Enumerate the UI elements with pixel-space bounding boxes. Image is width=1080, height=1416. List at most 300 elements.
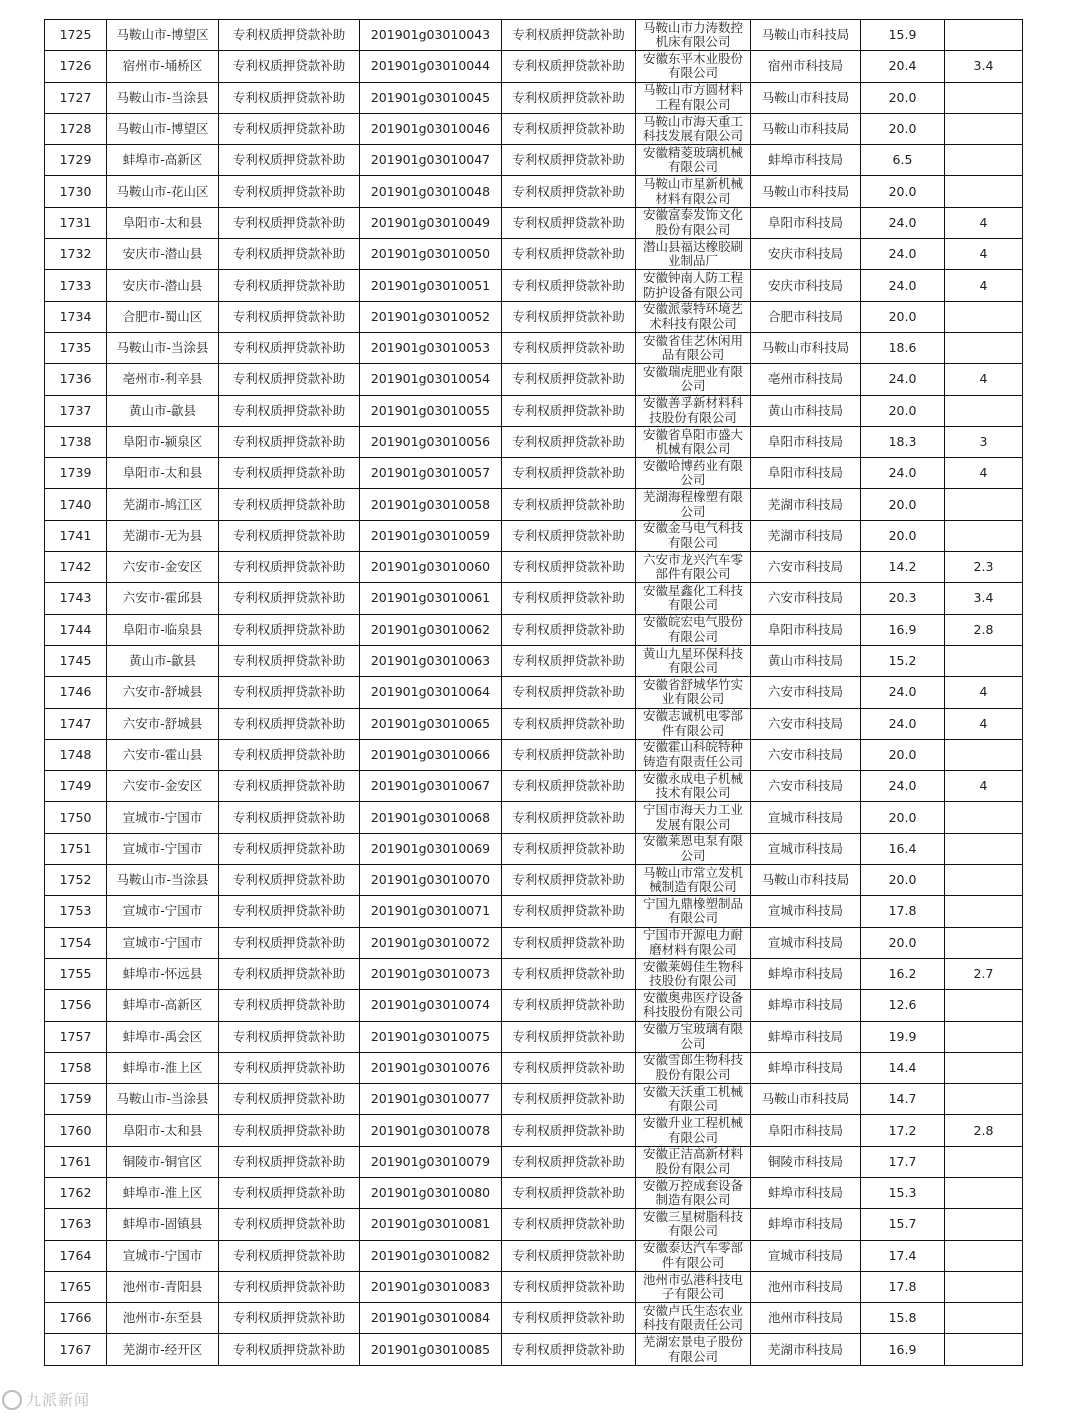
company-name-cell: 池州市弘港科技电子有限公司 xyxy=(636,1271,751,1302)
note-cell xyxy=(945,20,1023,51)
row-number-cell: 1730 xyxy=(45,176,107,207)
table-row xyxy=(45,1240,1023,1271)
category-cell: 专利权质押贷款补助 xyxy=(219,82,360,113)
region-cell: 马鞍山市-博望区 xyxy=(107,20,219,51)
project-name-cell: 专利权质押贷款补助 xyxy=(502,207,636,238)
project-name-cell: 专利权质押贷款补助 xyxy=(502,332,636,363)
row-number-cell: 1767 xyxy=(45,1334,107,1365)
project-code-cell: 201901g03010062 xyxy=(360,614,502,645)
region-cell: 宣城市-宁国市 xyxy=(107,927,219,958)
row-number-cell: 1744 xyxy=(45,614,107,645)
amount-cell: 20.3 xyxy=(861,583,945,614)
project-name-cell: 专利权质押贷款补助 xyxy=(502,20,636,51)
table-row xyxy=(45,833,1023,864)
amount-cell: 20.0 xyxy=(861,395,945,426)
category-cell: 专利权质押贷款补助 xyxy=(219,552,360,583)
region-cell: 马鞍山市-博望区 xyxy=(107,113,219,144)
table-row xyxy=(45,239,1023,270)
amount-cell: 16.9 xyxy=(861,1334,945,1365)
project-code-cell: 201901g03010051 xyxy=(360,270,502,301)
table-row xyxy=(45,489,1023,520)
region-cell: 安庆市-潜山县 xyxy=(107,239,219,270)
table-row xyxy=(45,426,1023,457)
amount-cell: 20.0 xyxy=(861,301,945,332)
region-cell: 亳州市-利辛县 xyxy=(107,364,219,395)
note-cell: 3.4 xyxy=(945,583,1023,614)
note-cell: 4 xyxy=(945,771,1023,802)
note-cell: 4 xyxy=(945,708,1023,739)
row-number-cell: 1740 xyxy=(45,489,107,520)
table-row xyxy=(45,1084,1023,1115)
project-code-cell: 201901g03010078 xyxy=(360,1115,502,1146)
category-cell: 专利权质押贷款补助 xyxy=(219,51,360,82)
company-name-cell: 马鞍山市海天重工科技发展有限公司 xyxy=(636,113,751,144)
row-number-cell: 1760 xyxy=(45,1115,107,1146)
company-name-cell: 安徽派蒙特环境艺术科技有限公司 xyxy=(636,301,751,332)
region-cell: 宣城市-宁国市 xyxy=(107,1240,219,1271)
recommender-cell: 宣城市科技局 xyxy=(751,927,861,958)
category-cell: 专利权质押贷款补助 xyxy=(219,207,360,238)
note-cell xyxy=(945,301,1023,332)
amount-cell: 24.0 xyxy=(861,270,945,301)
row-number-cell: 1753 xyxy=(45,896,107,927)
row-number-cell: 1747 xyxy=(45,708,107,739)
note-cell xyxy=(945,176,1023,207)
row-number-cell: 1746 xyxy=(45,677,107,708)
table-row xyxy=(45,1303,1023,1334)
company-name-cell: 安徽雪郎生物科技股份有限公司 xyxy=(636,1052,751,1083)
category-cell: 专利权质押贷款补助 xyxy=(219,614,360,645)
row-number-cell: 1735 xyxy=(45,332,107,363)
table-row xyxy=(45,1177,1023,1208)
note-cell xyxy=(945,1303,1023,1334)
project-name-cell: 专利权质押贷款补助 xyxy=(502,1115,636,1146)
company-name-cell: 芜湖宏景电子股份有限公司 xyxy=(636,1334,751,1365)
company-name-cell: 安徽天沃重工机械有限公司 xyxy=(636,1084,751,1115)
watermark-text: 九派新闻 xyxy=(26,1390,91,1409)
table-row xyxy=(45,364,1023,395)
project-name-cell: 专利权质押贷款补助 xyxy=(502,1146,636,1177)
project-name-cell: 专利权质押贷款补助 xyxy=(502,426,636,457)
row-number-cell: 1741 xyxy=(45,520,107,551)
company-name-cell: 安徽善孚新材料科技股份有限公司 xyxy=(636,395,751,426)
company-name-cell: 安徽省佳艺休闲用品有限公司 xyxy=(636,332,751,363)
amount-cell: 17.4 xyxy=(861,1240,945,1271)
table-row xyxy=(45,1334,1023,1365)
table-row xyxy=(45,332,1023,363)
row-number-cell: 1739 xyxy=(45,458,107,489)
category-cell: 专利权质押贷款补助 xyxy=(219,865,360,896)
project-name-cell: 专利权质押贷款补助 xyxy=(502,270,636,301)
row-number-cell: 1758 xyxy=(45,1052,107,1083)
region-cell: 芜湖市-无为县 xyxy=(107,520,219,551)
recommender-cell: 六安市科技局 xyxy=(751,552,861,583)
note-cell xyxy=(945,1209,1023,1240)
amount-cell: 20.0 xyxy=(861,489,945,520)
project-name-cell: 专利权质押贷款补助 xyxy=(502,552,636,583)
recommender-cell: 安庆市科技局 xyxy=(751,270,861,301)
region-cell: 马鞍山市-花山区 xyxy=(107,176,219,207)
recommender-cell: 铜陵市科技局 xyxy=(751,1146,861,1177)
company-name-cell: 黄山九星环保科技有限公司 xyxy=(636,645,751,676)
category-cell: 专利权质押贷款补助 xyxy=(219,833,360,864)
note-cell xyxy=(945,1271,1023,1302)
recommender-cell: 宣城市科技局 xyxy=(751,802,861,833)
category-cell: 专利权质押贷款补助 xyxy=(219,927,360,958)
recommender-cell: 安庆市科技局 xyxy=(751,239,861,270)
row-number-cell: 1729 xyxy=(45,145,107,176)
category-cell: 专利权质押贷款补助 xyxy=(219,1209,360,1240)
region-cell: 芜湖市-经开区 xyxy=(107,1334,219,1365)
table-row xyxy=(45,113,1023,144)
project-name-cell: 专利权质押贷款补助 xyxy=(502,145,636,176)
project-name-cell: 专利权质押贷款补助 xyxy=(502,113,636,144)
company-name-cell: 安徽星鑫化工科技有限公司 xyxy=(636,583,751,614)
project-code-cell: 201901g03010076 xyxy=(360,1052,502,1083)
subsidy-table xyxy=(44,19,1023,1366)
row-number-cell: 1754 xyxy=(45,927,107,958)
project-code-cell: 201901g03010044 xyxy=(360,51,502,82)
region-cell: 芜湖市-鸠江区 xyxy=(107,489,219,520)
category-cell: 专利权质押贷款补助 xyxy=(219,1115,360,1146)
project-code-cell: 201901g03010073 xyxy=(360,958,502,989)
project-code-cell: 201901g03010063 xyxy=(360,645,502,676)
amount-cell: 24.0 xyxy=(861,364,945,395)
recommender-cell: 六安市科技局 xyxy=(751,771,861,802)
company-name-cell: 马鞍山市方圆材料工程有限公司 xyxy=(636,82,751,113)
row-number-cell: 1734 xyxy=(45,301,107,332)
row-number-cell: 1759 xyxy=(45,1084,107,1115)
company-name-cell: 安徽万控成套设备制造有限公司 xyxy=(636,1177,751,1208)
project-name-cell: 专利权质押贷款补助 xyxy=(502,176,636,207)
company-name-cell: 宁国市海天力工业发展有限公司 xyxy=(636,802,751,833)
project-name-cell: 专利权质押贷款补助 xyxy=(502,51,636,82)
project-code-cell: 201901g03010066 xyxy=(360,739,502,770)
category-cell: 专利权质押贷款补助 xyxy=(219,645,360,676)
project-code-cell: 201901g03010083 xyxy=(360,1271,502,1302)
note-cell xyxy=(945,489,1023,520)
amount-cell: 15.7 xyxy=(861,1209,945,1240)
project-code-cell: 201901g03010045 xyxy=(360,82,502,113)
category-cell: 专利权质押贷款补助 xyxy=(219,1084,360,1115)
row-number-cell: 1750 xyxy=(45,802,107,833)
category-cell: 专利权质押贷款补助 xyxy=(219,1303,360,1334)
note-cell xyxy=(945,113,1023,144)
region-cell: 蚌埠市-禹会区 xyxy=(107,1021,219,1052)
amount-cell: 17.7 xyxy=(861,1146,945,1177)
project-name-cell: 专利权质押贷款补助 xyxy=(502,896,636,927)
note-cell xyxy=(945,1334,1023,1365)
row-number-cell: 1736 xyxy=(45,364,107,395)
amount-cell: 15.8 xyxy=(861,1303,945,1334)
row-number-cell: 1761 xyxy=(45,1146,107,1177)
company-name-cell: 安徽莱姆佳生物科技股份有限公司 xyxy=(636,958,751,989)
note-cell: 4 xyxy=(945,207,1023,238)
category-cell: 专利权质押贷款补助 xyxy=(219,489,360,520)
note-cell xyxy=(945,1240,1023,1271)
recommender-cell: 亳州市科技局 xyxy=(751,364,861,395)
recommender-cell: 六安市科技局 xyxy=(751,739,861,770)
company-name-cell: 马鞍山市力涛数控机床有限公司 xyxy=(636,20,751,51)
row-number-cell: 1728 xyxy=(45,113,107,144)
recommender-cell: 蚌埠市科技局 xyxy=(751,1209,861,1240)
amount-cell: 18.6 xyxy=(861,332,945,363)
note-cell xyxy=(945,1146,1023,1177)
company-name-cell: 安徽哈博药业有限公司 xyxy=(636,458,751,489)
amount-cell: 18.3 xyxy=(861,426,945,457)
category-cell: 专利权质押贷款补助 xyxy=(219,458,360,489)
project-code-cell: 201901g03010085 xyxy=(360,1334,502,1365)
amount-cell: 24.0 xyxy=(861,207,945,238)
table-row xyxy=(45,677,1023,708)
amount-cell: 20.0 xyxy=(861,927,945,958)
note-cell xyxy=(945,145,1023,176)
table-row xyxy=(45,145,1023,176)
note-cell xyxy=(945,395,1023,426)
row-number-cell: 1742 xyxy=(45,552,107,583)
recommender-cell: 黄山市科技局 xyxy=(751,645,861,676)
project-code-cell: 201901g03010059 xyxy=(360,520,502,551)
project-name-cell: 专利权质押贷款补助 xyxy=(502,865,636,896)
category-cell: 专利权质押贷款补助 xyxy=(219,802,360,833)
recommender-cell: 六安市科技局 xyxy=(751,708,861,739)
category-cell: 专利权质押贷款补助 xyxy=(219,395,360,426)
recommender-cell: 芜湖市科技局 xyxy=(751,1334,861,1365)
category-cell: 专利权质押贷款补助 xyxy=(219,771,360,802)
company-name-cell: 安徽奥弗医疗设备科技股份有限公司 xyxy=(636,990,751,1021)
table-row xyxy=(45,395,1023,426)
recommender-cell: 蚌埠市科技局 xyxy=(751,990,861,1021)
project-code-cell: 201901g03010081 xyxy=(360,1209,502,1240)
recommender-cell: 宿州市科技局 xyxy=(751,51,861,82)
row-number-cell: 1756 xyxy=(45,990,107,1021)
note-cell: 4 xyxy=(945,239,1023,270)
recommender-cell: 阜阳市科技局 xyxy=(751,614,861,645)
company-name-cell: 安徽精菱玻璃机械有限公司 xyxy=(636,145,751,176)
row-number-cell: 1732 xyxy=(45,239,107,270)
project-name-cell: 专利权质押贷款补助 xyxy=(502,395,636,426)
table-row xyxy=(45,301,1023,332)
region-cell: 阜阳市-临泉县 xyxy=(107,614,219,645)
company-name-cell: 安徽富泰发饰文化股份有限公司 xyxy=(636,207,751,238)
category-cell: 专利权质押贷款补助 xyxy=(219,990,360,1021)
category-cell: 专利权质押贷款补助 xyxy=(219,270,360,301)
company-name-cell: 六安市龙兴汽车零部件有限公司 xyxy=(636,552,751,583)
region-cell: 六安市-霍山县 xyxy=(107,739,219,770)
company-name-cell: 安徽金马电气科技有限公司 xyxy=(636,520,751,551)
category-cell: 专利权质押贷款补助 xyxy=(219,1271,360,1302)
amount-cell: 20.0 xyxy=(861,176,945,207)
company-name-cell: 芜湖海程橡塑有限公司 xyxy=(636,489,751,520)
table-row xyxy=(45,614,1023,645)
note-cell: 4 xyxy=(945,270,1023,301)
recommender-cell: 黄山市科技局 xyxy=(751,395,861,426)
table-row xyxy=(45,1115,1023,1146)
recommender-cell: 阜阳市科技局 xyxy=(751,207,861,238)
note-cell xyxy=(945,802,1023,833)
project-name-cell: 专利权质押贷款补助 xyxy=(502,520,636,551)
amount-cell: 20.0 xyxy=(861,739,945,770)
company-name-cell: 安徽永成电子机械技术有限公司 xyxy=(636,771,751,802)
project-name-cell: 专利权质押贷款补助 xyxy=(502,990,636,1021)
project-name-cell: 专利权质押贷款补助 xyxy=(502,645,636,676)
category-cell: 专利权质押贷款补助 xyxy=(219,708,360,739)
note-cell xyxy=(945,520,1023,551)
project-name-cell: 专利权质押贷款补助 xyxy=(502,489,636,520)
amount-cell: 14.2 xyxy=(861,552,945,583)
note-cell xyxy=(945,82,1023,113)
amount-cell: 20.0 xyxy=(861,520,945,551)
project-code-cell: 201901g03010074 xyxy=(360,990,502,1021)
project-name-cell: 专利权质押贷款补助 xyxy=(502,364,636,395)
recommender-cell: 马鞍山市科技局 xyxy=(751,20,861,51)
region-cell: 铜陵市-铜官区 xyxy=(107,1146,219,1177)
amount-cell: 16.4 xyxy=(861,833,945,864)
company-name-cell: 安徽卢氏生态农业科技有限责任公司 xyxy=(636,1303,751,1334)
row-number-cell: 1748 xyxy=(45,739,107,770)
recommender-cell: 马鞍山市科技局 xyxy=(751,113,861,144)
table-row xyxy=(45,1021,1023,1052)
recommender-cell: 马鞍山市科技局 xyxy=(751,332,861,363)
company-name-cell: 宁国市开源电力耐磨材料有限公司 xyxy=(636,927,751,958)
row-number-cell: 1762 xyxy=(45,1177,107,1208)
region-cell: 六安市-舒城县 xyxy=(107,677,219,708)
region-cell: 黄山市-歙县 xyxy=(107,395,219,426)
region-cell: 安庆市-潜山县 xyxy=(107,270,219,301)
project-code-cell: 201901g03010079 xyxy=(360,1146,502,1177)
project-code-cell: 201901g03010068 xyxy=(360,802,502,833)
amount-cell: 20.0 xyxy=(861,802,945,833)
company-name-cell: 宁国九鼎橡塑制品有限公司 xyxy=(636,896,751,927)
recommender-cell: 马鞍山市科技局 xyxy=(751,82,861,113)
amount-cell: 16.9 xyxy=(861,614,945,645)
project-name-cell: 专利权质押贷款补助 xyxy=(502,1177,636,1208)
table-row xyxy=(45,1052,1023,1083)
company-name-cell: 安徽莱恩电泵有限公司 xyxy=(636,833,751,864)
project-code-cell: 201901g03010077 xyxy=(360,1084,502,1115)
amount-cell: 15.3 xyxy=(861,1177,945,1208)
table-row xyxy=(45,552,1023,583)
category-cell: 专利权质押贷款补助 xyxy=(219,176,360,207)
company-name-cell: 安徽皖宏电气股份有限公司 xyxy=(636,614,751,645)
table-row xyxy=(45,51,1023,82)
project-name-cell: 专利权质押贷款补助 xyxy=(502,833,636,864)
note-cell xyxy=(945,833,1023,864)
project-code-cell: 201901g03010070 xyxy=(360,865,502,896)
project-name-cell: 专利权质押贷款补助 xyxy=(502,739,636,770)
recommender-cell: 六安市科技局 xyxy=(751,583,861,614)
recommender-cell: 蚌埠市科技局 xyxy=(751,145,861,176)
table-row xyxy=(45,739,1023,770)
project-name-cell: 专利权质押贷款补助 xyxy=(502,1271,636,1302)
project-code-cell: 201901g03010048 xyxy=(360,176,502,207)
region-cell: 宣城市-宁国市 xyxy=(107,896,219,927)
category-cell: 专利权质押贷款补助 xyxy=(219,520,360,551)
company-name-cell: 马鞍山市常立发机械制造有限公司 xyxy=(636,865,751,896)
amount-cell: 15.9 xyxy=(861,20,945,51)
category-cell: 专利权质押贷款补助 xyxy=(219,145,360,176)
amount-cell: 17.2 xyxy=(861,1115,945,1146)
row-number-cell: 1743 xyxy=(45,583,107,614)
category-cell: 专利权质押贷款补助 xyxy=(219,896,360,927)
table-row xyxy=(45,1271,1023,1302)
region-cell: 宿州市-埇桥区 xyxy=(107,51,219,82)
amount-cell: 17.8 xyxy=(861,1271,945,1302)
amount-cell: 12.6 xyxy=(861,990,945,1021)
row-number-cell: 1726 xyxy=(45,51,107,82)
project-name-cell: 专利权质押贷款补助 xyxy=(502,1084,636,1115)
note-cell: 2.8 xyxy=(945,1115,1023,1146)
row-number-cell: 1766 xyxy=(45,1303,107,1334)
watermark xyxy=(2,1389,90,1411)
company-name-cell: 潜山县福达橡胶刷业制品厂 xyxy=(636,239,751,270)
recommender-cell: 马鞍山市科技局 xyxy=(751,176,861,207)
note-cell: 2.3 xyxy=(945,552,1023,583)
amount-cell: 16.2 xyxy=(861,958,945,989)
table-row xyxy=(45,520,1023,551)
note-cell xyxy=(945,1084,1023,1115)
project-code-cell: 201901g03010060 xyxy=(360,552,502,583)
category-cell: 专利权质押贷款补助 xyxy=(219,958,360,989)
region-cell: 阜阳市-太和县 xyxy=(107,1115,219,1146)
recommender-cell: 阜阳市科技局 xyxy=(751,1115,861,1146)
category-cell: 专利权质押贷款补助 xyxy=(219,677,360,708)
region-cell: 阜阳市-太和县 xyxy=(107,207,219,238)
recommender-cell: 芜湖市科技局 xyxy=(751,489,861,520)
table-row xyxy=(45,82,1023,113)
project-code-cell: 201901g03010075 xyxy=(360,1021,502,1052)
note-cell: 3.4 xyxy=(945,51,1023,82)
region-cell: 马鞍山市-当涂县 xyxy=(107,1084,219,1115)
table-row xyxy=(45,802,1023,833)
project-code-cell: 201901g03010069 xyxy=(360,833,502,864)
row-number-cell: 1737 xyxy=(45,395,107,426)
project-code-cell: 201901g03010056 xyxy=(360,426,502,457)
recommender-cell: 马鞍山市科技局 xyxy=(751,1084,861,1115)
project-code-cell: 201901g03010082 xyxy=(360,1240,502,1271)
amount-cell: 20.4 xyxy=(861,51,945,82)
amount-cell: 19.9 xyxy=(861,1021,945,1052)
table-body xyxy=(45,20,1023,1366)
note-cell: 4 xyxy=(945,677,1023,708)
project-name-cell: 专利权质押贷款补助 xyxy=(502,958,636,989)
region-cell: 宣城市-宁国市 xyxy=(107,802,219,833)
project-name-cell: 专利权质押贷款补助 xyxy=(502,458,636,489)
category-cell: 专利权质押贷款补助 xyxy=(219,426,360,457)
project-code-cell: 201901g03010084 xyxy=(360,1303,502,1334)
note-cell xyxy=(945,927,1023,958)
project-code-cell: 201901g03010053 xyxy=(360,332,502,363)
recommender-cell: 池州市科技局 xyxy=(751,1303,861,1334)
row-number-cell: 1731 xyxy=(45,207,107,238)
region-cell: 阜阳市-颍泉区 xyxy=(107,426,219,457)
category-cell: 专利权质押贷款补助 xyxy=(219,1334,360,1365)
project-code-cell: 201901g03010080 xyxy=(360,1177,502,1208)
project-name-cell: 专利权质押贷款补助 xyxy=(502,1334,636,1365)
region-cell: 六安市-金安区 xyxy=(107,552,219,583)
category-cell: 专利权质押贷款补助 xyxy=(219,1021,360,1052)
region-cell: 蚌埠市-淮上区 xyxy=(107,1052,219,1083)
category-cell: 专利权质押贷款补助 xyxy=(219,1146,360,1177)
amount-cell: 24.0 xyxy=(861,771,945,802)
note-cell xyxy=(945,865,1023,896)
table-row xyxy=(45,583,1023,614)
project-code-cell: 201901g03010047 xyxy=(360,145,502,176)
project-name-cell: 专利权质押贷款补助 xyxy=(502,771,636,802)
recommender-cell: 阜阳市科技局 xyxy=(751,426,861,457)
table-row xyxy=(45,20,1023,51)
company-name-cell: 安徽东平木业股份有限公司 xyxy=(636,51,751,82)
